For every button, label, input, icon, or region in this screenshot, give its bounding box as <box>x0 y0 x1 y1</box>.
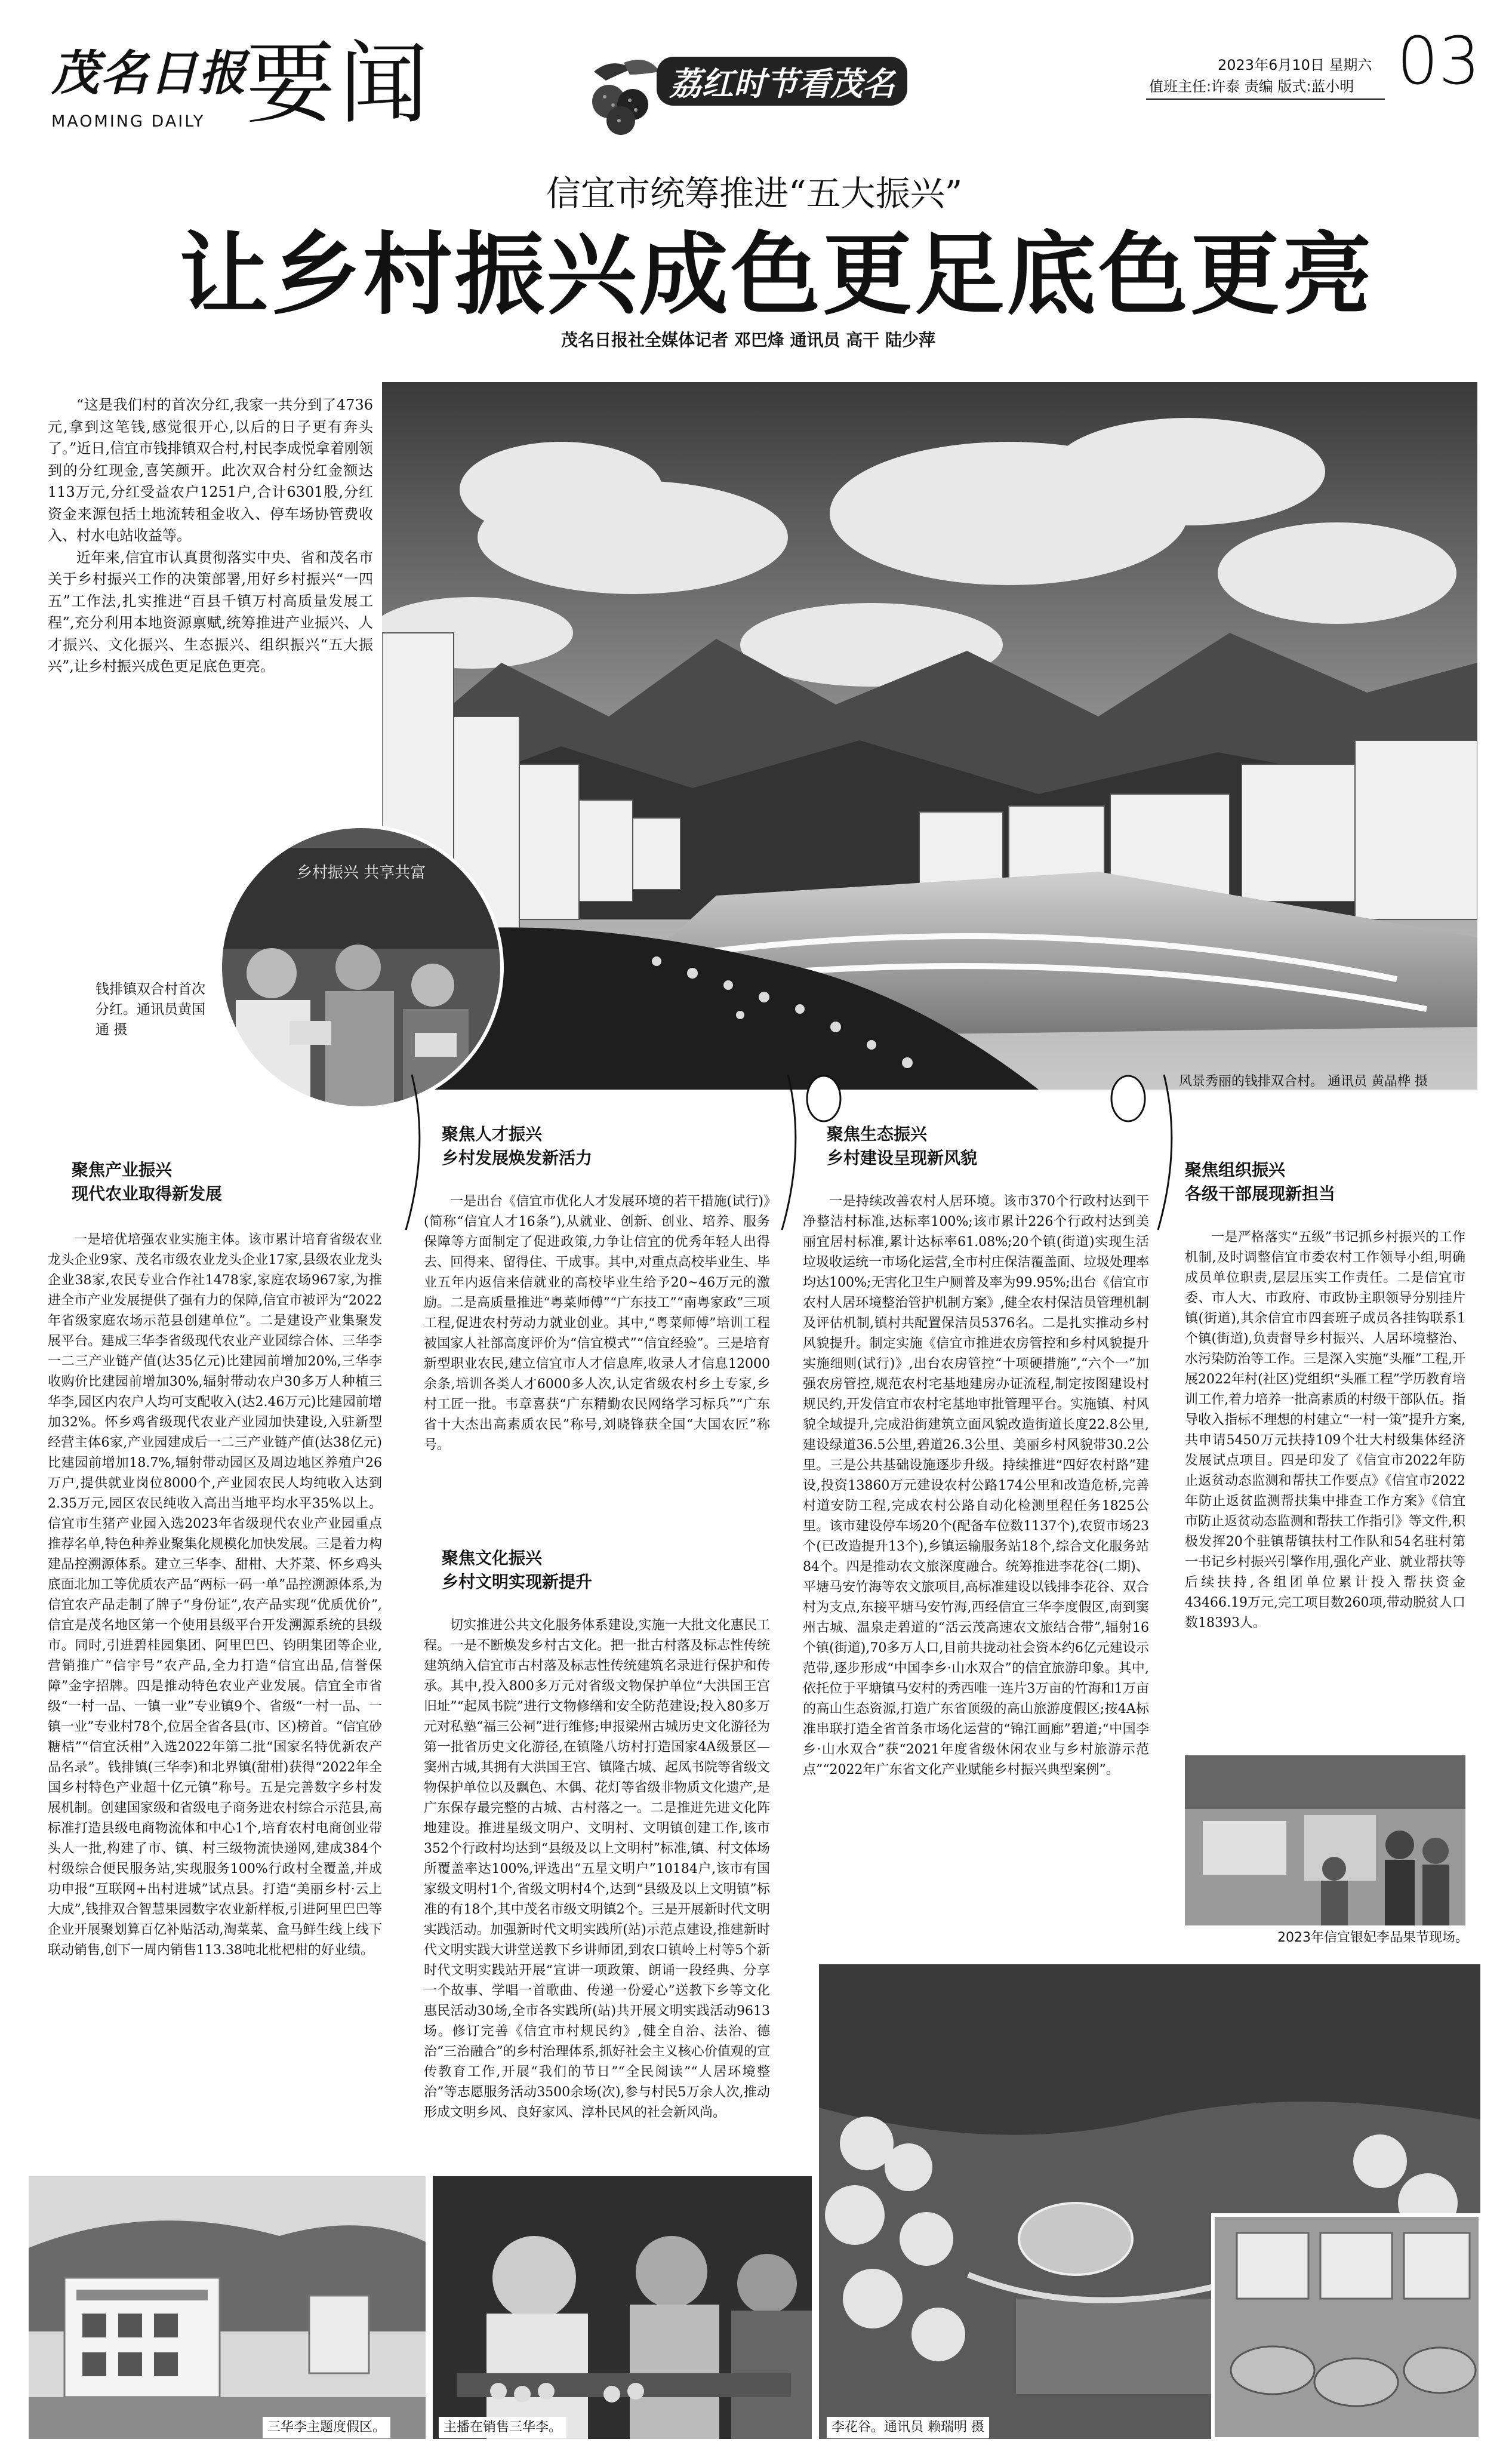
section-industry-title: 聚焦产业振兴 <box>72 1160 173 1180</box>
section-ecology-body: 一是持续改善农村人居环境。该市370个行政村达到干净整洁村标准,达标率100%;该市累计226个行政村达到美丽宜居村标准,累计达标率61.08%;20个镇(街道)实现生活垃圾收运统一市场化运营,全市村庄保洁覆盖面、垃圾处理率均达100%;无害化卫生户厕普及率为99.95%;出台《信宜市农村人居环境整治管护机制方案》,健全农村保洁员管理机制及评估机制,镇村共配置保洁员5376名。二是扎实推动乡村风貌提升。制定实施《信宜市推进农房管控和乡村风貌提升实施细则(试行)》,出台农房管控“十项硬措施”,“六个一”加强农房管控,规范农村宅基地建房办证流程,制定按图建设村规民约,开发信宜市农村宅基地审批管理平台。实施镇、村风貌全域提升,完成沿街建筑立面风貌改造街道长度22.8公里,建设绿道36.5公里,碧道26.3公里、美丽乡村风貌带30.2公里。三是公共基础设施逐步升级。持续推进“四好农村路”建设,投资13860万元建设农村公路174公里和改造危桥,完善村道安防工程,完成农村公路自动化检测里程任务1825公里。该市建设停车场20个(配备车位数1137个),农贸市场23个(已改造提升13个),乡镇运输服务站18个,综合文化服务站84个。四是推动农文旅深度融合。统筹推进李花谷(二期)、平塘马安竹海等农文旅项目,高标准建设以钱排李花谷、双合村为支点,东接平塘马安竹海,西经信宜三华李度假区,南到窦州古城、温泉走碧道的“活云茂高速农文旅结合带”,辐射16个镇(街道),70多万人口,目前共拢动社会资本约6亿元建设示范带,逐步形成“中国李乡·山水双合”的信宜旅游印象。其中,依托位于平塘镇马安村的秀西唯一连片3万亩的竹海和1万亩的高山生态资源,打造广东省顶级的高山旅游度假区;按4A标准串联打造全省首条市场化运营的“锦江画廊”碧道;“中国李乡·山水双合”获“2021年度省级休闲农业与乡村旅游示范点”“2022年广东省文化产业赋能乡村振兴典型案例”。 <box>803 1194 1149 1777</box>
section-organization-title: 聚焦组织振兴 <box>1185 1160 1286 1180</box>
livestream-photo-caption: 主播在销售三华李。 <box>439 2417 566 2438</box>
main-landscape-photo <box>382 382 1477 1090</box>
editors-line: 值班主任:许泰 责编 版式:蓝小明 <box>1149 78 1354 95</box>
section-culture <box>424 1546 770 2123</box>
section-title: 要闻 <box>246 32 433 136</box>
section-talent-body: 一是出台《信宜市优化人才发展环境的若干措施(试行)》(简称“信宜人才16条”),从就业、创新、创业、培养、服务保障等方面制定了促进政策,力争让信宜的优秀年轻人出得去、回得来、留得住、干成事。其中,对重点高校毕业生、毕业五年内返信来信就业的高校毕业生给予20~46万元的激励。二是高质量推进“粤菜师傅”“广东技工”“南粤家政”三项工程,促进农村劳动力就业创业。其中,“粤菜师傅”培训工程被国家人社部高度评价为“信宜模式”“信宜经验”。三是培育新型职业农民,建立信宜市人才信息库,收录人才信息12000余条,培训各类人才6000多人次,认定省级农村乡土专家,乡村工匠一批。韦章喜获“广东精勤农民网络学习标兵”“广东省十大杰出高素质农民”称号,刘晓锋获全国“大国农匠”称号。 <box>424 1194 770 1453</box>
newspaper-logo: 茂名日报 <box>51 45 247 101</box>
lead-paragraph-1: “这是我们村的首次分红,我家一共分到了4736元,拿到这笔钱,感觉很开心,以后的日子更有奔头了。”近日,信宜市钱排镇双合村,村民李成悦拿着刚领到的分红现金,喜笑颜开。此次双合村分红金额达113万元,分红受益农户1251户,合计6301股,分红资金来源包括土地流转租金收入、停车场协管费收入、村水电站收益等。 <box>48 396 373 544</box>
section-talent <box>424 1122 770 1456</box>
section-talent-title: 聚焦人才振兴 <box>442 1124 543 1144</box>
festival-photo <box>1185 1755 1465 1925</box>
headline-kicker: 信宜市统筹推进“五大振兴” <box>546 173 963 214</box>
headline-title: 让乡村振兴成色更足底色更亮 <box>179 222 1375 327</box>
byline: 茂名日报社全媒体记者 邓巴烽 通讯员 高干 陆少萍 <box>561 330 935 350</box>
topic-banner: 荔红时节看茂名 <box>657 57 907 106</box>
masthead-rule <box>1146 99 1385 100</box>
circle-photo-caption-text: 钱排镇双合村首次分红。通讯员黄国通 摄 <box>96 982 205 1038</box>
newspaper-logo-en: MAOMING DAILY <box>51 112 205 131</box>
livestream-photo <box>433 2176 812 2439</box>
resort-photo-caption: 三华李主题度假区。 <box>263 2417 390 2438</box>
lead-text <box>48 394 373 678</box>
section-organization-body: 一是严格落实“五级”书记抓乡村振兴的工作机制,及时调整信宜市委农村工作领导小组,明确成员单位职责,层层压实工作责任。二是信宜市委、市人大、市政府、市政协主职领导分别挂片镇(街道),其余信宜市四套班子成员各挂钩联系1个镇(街道),负责督导乡村振兴、人居环境整治、水污染防治等工作。三是深入实施“头雁”工程,开展2022年村(社区)党组织“头雁工程”学历教育培训工作,着力培养一批高素质的村级干部队伍。指导收入指标不理想的村建立“一村一策”提升方案,共申请5450万元扶持109个壮大村级集体经济发展试点项目。四是印发了《信宜市2022年防止返贫动态监测和帮扶工作要点》《信宜市2022年防止返贫监测帮扶集中排查工作方案》《信宜市防止返贫动态监测和帮扶工作指引》等文件,积极发挥20个驻镇帮镇扶村工作队和54名驻村第一书记乡村振兴引擎作用,强化产业、就业帮扶等后续扶持,各组团单位累计投入帮扶资金43466.19万元,完工项目数260项,带动脱贫人口数18393人。 <box>1185 1230 1465 1631</box>
masthead <box>0 0 1509 149</box>
section-ecology <box>803 1122 1149 1780</box>
section-industry <box>48 1158 382 1961</box>
issue-date: 2023年6月10日 星期六 <box>1218 57 1372 73</box>
resort-photo <box>29 2176 426 2439</box>
circle-banner-text: 乡村振兴 共享共富 <box>296 864 426 882</box>
section-industry-subtitle: 现代农业取得新发展 <box>72 1184 223 1204</box>
festival-photo-caption: 2023年信宜银妃李品果节现场。 <box>1277 1930 1468 1945</box>
page-number: 03 <box>1397 23 1480 99</box>
section-culture-subtitle: 乡村文明实现新提升 <box>442 1572 593 1592</box>
section-culture-title: 聚焦文化振兴 <box>442 1548 543 1568</box>
main-photo-caption: 风景秀丽的钱排双合村。 通讯员 黄晶桦 摄 <box>1179 1074 1428 1089</box>
section-ecology-subtitle: 乡村建设呈现新风貌 <box>827 1148 978 1168</box>
section-organization-subtitle: 各级干部展现新担当 <box>1185 1184 1336 1204</box>
section-organization <box>1185 1158 1465 1634</box>
section-ecology-title: 聚焦生态振兴 <box>827 1124 928 1144</box>
lychee-icon <box>576 54 666 137</box>
section-industry-body: 一是培优培强农业实施主体。该市累计培育省级农业龙头企业9家、茂名市级农业龙头企业17家,县级农业龙头企业38家,农民专业合作社1478家,家庭农场967家,为推进全市产业发展提供了强有力的保障,信宜市被评为“2022年省级家庭农场示范县创建单位”。二是建设产业集聚发展平台。建成三华李省级现代农业产业园综合体、三华李一二三产业链产值(达35亿元)比建园前增加20%,三华李收购价比建园前增加30%,辐射带动农户30多万人种植三华李,园区内农户人均可支配收入(达2.46万元)比建园前增加32%。怀乡鸡省级现代农业产业园加快建设,入驻新型经营主体6家,产业园建成后一二三产业链产值(达38亿元)比建园前增加18.7%,辐射带动园区及周边地区养殖户26万户,提供就业岗位8000个,产业园农民人均纯收入达到2.35万元,园区农民纯收入高出当地平均水平35%以上。信宜市生猪产业园入选2023年省级现代农业产业园重点推荐名单,特色种养业聚集化规模化加快发展。三是着力构建品控溯源体系。建立三华李、甜柑、大芥菜、怀乡鸡头底面北加工等优质农产品“两标一码一单”品控溯源体系,为信宜农产品走制了牌子“身份证”,农产品实现“优质优价”,信宜是茂名地区第一个使用县级平台开发溯源系统的县级市。同时,引进碧桂园集团、阿里巴巴、钧明集团等企业,营销推广“信宇号”农产品,全力打造“信宜出品,信誉保障”金字招牌。四是推动特色农业产业发展。信宜全市省级“一村一品、一镇一业”专业镇9个、省级“一村一品、一镇一业”专业村78个,位居全省各县(市、区)榜首。“信宜砂糖桔”“信宜沃柑”入选2022年第二批“国家名特优新农产品名录”。钱排镇(三华李)和北界镇(甜柑)获得“2022年全国乡村特色产业超十亿元镇”称号。五是完善数字乡村发展机制。创建国家级和省级电子商务进农村综合示范县,高标准打造县级电商物流体和中心1个,培育农村电商创业带头人一批,构建了市、镇、村三级物流快递网,建成384个村级综合便民服务站,实现服务100%行政村全覆盖,并成功申报“互联网+出村进城”试点县。打造“美丽乡村·云上大成”,钱排双合智慧果园数字农业新样板,引进阿里巴巴等企业开展聚划算百亿补贴活动,淘菜菜、盒马鲜生线上线下联动销售,创下一周内销售113.38吨北枇杷柑的好业绩。 <box>48 1232 382 1958</box>
lead-paragraph-2: 近年来,信宜市认真贯彻落实中央、省和茂名市关于乡村振兴工作的决策部署,用好乡村振兴“一四五”工作法,扎实推进“百县千镇万村高质量发展工程”,充分利用本地资源禀赋,统筹推进产业振兴、人才振兴、文化振兴、生态振兴、组织振兴“五大振兴”,让乡村振兴成色更足底色更亮。 <box>48 549 373 675</box>
circle-photo-caption <box>96 979 215 1040</box>
section-talent-subtitle: 乡村发展焕发新活力 <box>442 1148 593 1168</box>
plum-valley-photo-caption: 李花谷。通讯员 赖瑞明 摄 <box>827 2417 989 2438</box>
section-culture-body: 切实推进公共文化服务体系建设,实施一大批文化惠民工程。一是不断焕发乡村古文化。把一批古村落及标志性传统建筑纳入信宜市古村落及标志性传统建筑名录进行保护和传承。其中,投入800多万元对省级文物保护单位“大洪国王宫旧址”“起凤书院”进行文物修缮和安全防范建设;投入80多万元对私塾“福三公祠”进行维修;申报梁州古城历史文化游径为第一批省历史文化游径,在镇隆八坊村打造国家4A级景区—窦州古城,其拥有大洪国王宫、镇隆古城、起凤书院等省级文物保护单位以及飘色、木偶、花灯等省级非物质文化遗产,是广东保存最完整的古城、古村落之一。二是推进先进文化阵地建设。推进星级文明户、文明村、文明镇创建工作,该市352个行政村均达到“县级及以上文明村”标准,镇、村文体场所覆盖率达100%,评选出“五星文明户”10184户,该市有国家级文明村1个,省级文明村4个,达到“县级及以上文明镇”标准的有18个,其中茂名市级文明镇2个。三是开展新时代文明实践活动。加强新时代文明实践所(站)示范点建设,推建新时代文明实践大讲堂送教下乡讲师团,到农口镇岭上村等5个新时代文明实践站开展“宣讲一项政策、朗诵一段经典、分享一个故事、学唱一首歌曲、传递一份爱心”送教下乡等文化惠民活动30场,全市各实践所(站)共开展文明实践活动9613场。修订完善《信宜市村规民约》,健全自治、法治、德治“三治融合”的乡村治理体系,抓好社会主义核心价值观的宣传教育工作,开展“我们的节日”“全民阅读”“人居环境整治”等志愿服务活动3500余场(次),参与村民5万余人次,推动形成文明乡风、良好家风、淳朴民风的社会新风尚。 <box>424 1618 770 2120</box>
plum-valley-photo <box>819 1964 1480 2439</box>
